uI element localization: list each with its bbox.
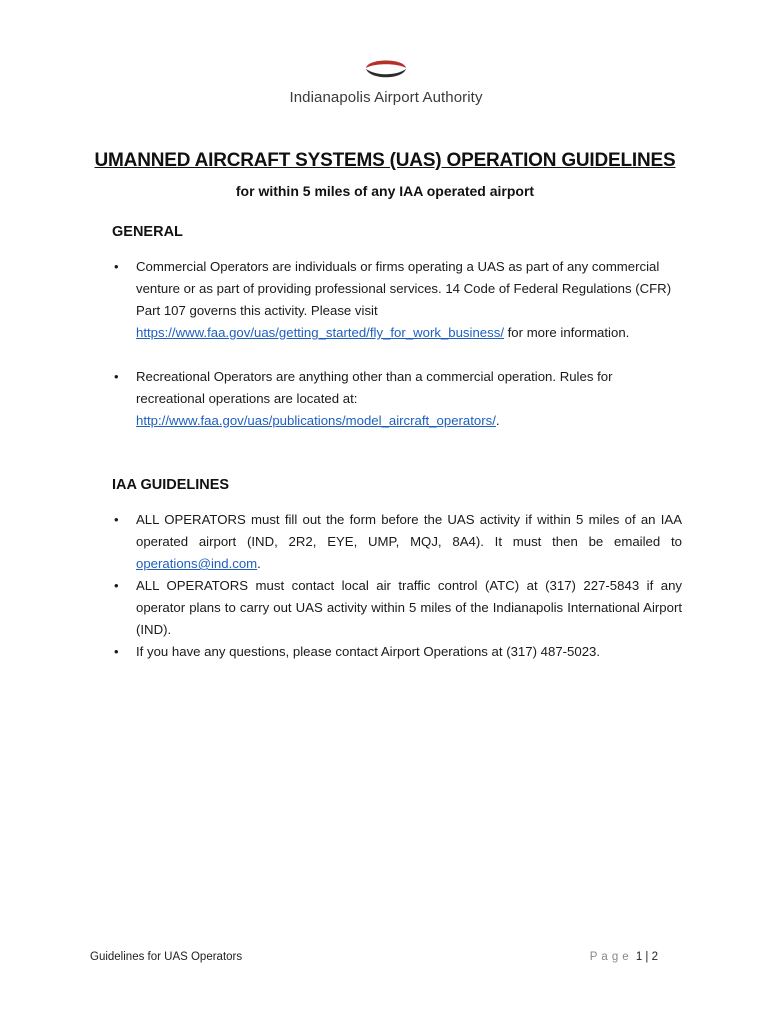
iaa-heading: IAA GUIDELINES bbox=[112, 477, 230, 493]
questions-text: If you have any questions, please contact Airport Operations at (317) 487-5023. bbox=[136, 644, 601, 659]
page-label: Page bbox=[589, 951, 633, 963]
bullet-icon: • bbox=[114, 259, 119, 274]
bullet-icon: • bbox=[114, 369, 119, 384]
atc-text: ALL OPERATORS must contact local air traffic control (ATC) at (317) 227-5843 if any operator plans to carry out UAS activity within 5 miles of the Indianapolis International Airport (IND). bbox=[136, 578, 682, 637]
page-indicator bbox=[590, 951, 658, 963]
list-item-recreational bbox=[112, 366, 682, 432]
bullet-icon: • bbox=[114, 644, 119, 659]
form-text-end: . bbox=[257, 556, 261, 571]
org-name: Indianapolis Airport Authority bbox=[289, 89, 483, 106]
bullet-icon: • bbox=[114, 512, 119, 527]
document-subtitle: for within 5 miles of any IAA operated airport bbox=[235, 183, 535, 199]
faa-model-aircraft-link[interactable]: http://www.faa.gov/uas/publications/model_aircraft_operators/ bbox=[136, 413, 496, 428]
recreational-text-end: . bbox=[495, 413, 500, 428]
form-text: ALL OPERATORS must fill out the form before the UAS activity if within 5 miles of an IAA operated airport (IND, 2R2, EYE, UMP, MQJ, 8A4). It must then be emailed to bbox=[136, 512, 682, 549]
org-logo bbox=[286, 54, 486, 110]
commercial-text: Commercial Operators are individuals or firms operating a UAS as part of any commercial venture or as part of providing professional services. 14 Code of Federal Regulations (CFR) Part 107 governs this activity. Please visit bbox=[136, 259, 672, 318]
list-item-form bbox=[112, 509, 682, 575]
faa-work-business-link[interactable]: https://www.faa.gov/uas/getting_started/fly_for_work_business/ bbox=[136, 325, 504, 340]
commercial-text-end: for more information. bbox=[503, 325, 630, 340]
list-spacer bbox=[112, 344, 682, 366]
org-logo-icon bbox=[362, 54, 410, 84]
recreational-text: Recreational Operators are anything other than a commercial operation. Rules for recreational operations are located at: bbox=[136, 369, 613, 406]
general-heading: GENERAL bbox=[112, 224, 183, 240]
list-item-atc bbox=[112, 575, 682, 641]
list-item-questions bbox=[112, 641, 682, 663]
operations-email-link[interactable]: operations@ind.com bbox=[136, 556, 258, 571]
footer-title: Guidelines for UAS Operators bbox=[90, 951, 243, 963]
document-title: UMANNED AIRCRAFT SYSTEMS (UAS) OPERATION GUIDELINES bbox=[94, 150, 676, 171]
iaa-list bbox=[112, 509, 682, 663]
page-number: 1 | 2 bbox=[635, 951, 658, 963]
general-list bbox=[112, 256, 682, 432]
list-item-commercial bbox=[112, 256, 682, 344]
bullet-icon: • bbox=[114, 578, 119, 593]
